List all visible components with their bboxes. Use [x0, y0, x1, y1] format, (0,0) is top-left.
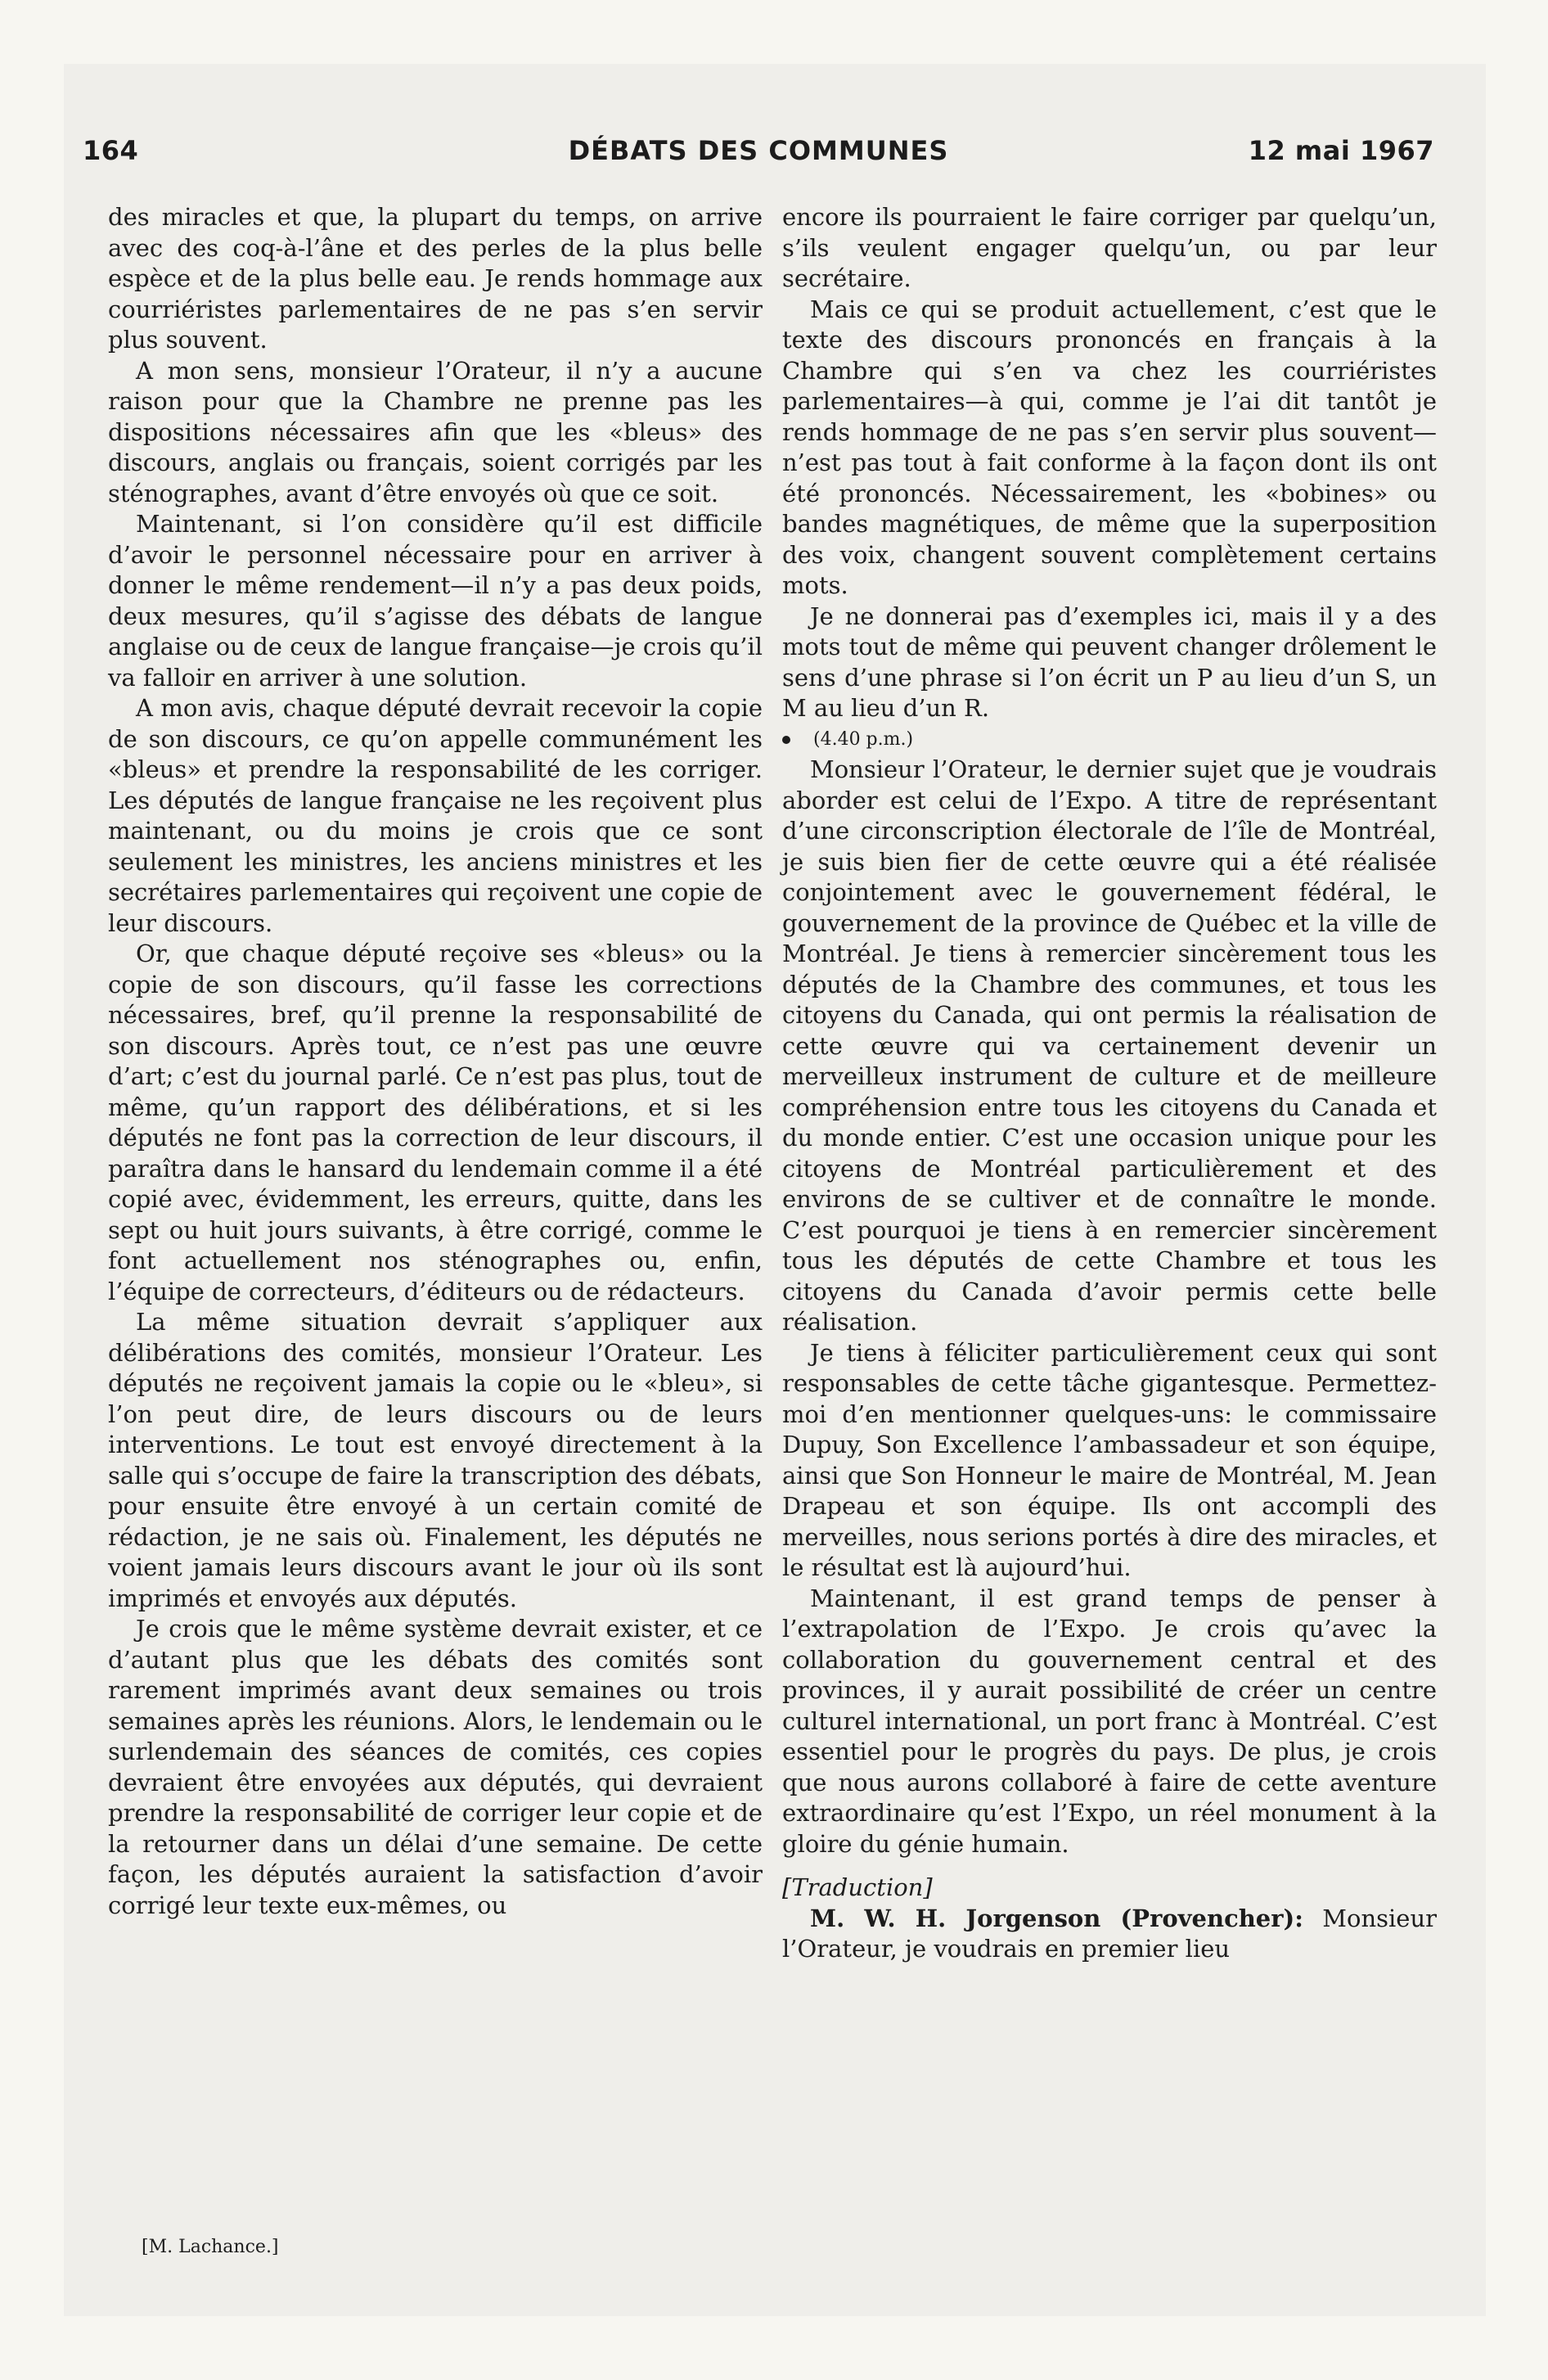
issue-date: 12 mai 1967 — [1248, 135, 1434, 166]
page-header — [83, 135, 1434, 174]
bullet-icon — [782, 736, 790, 744]
left-column — [108, 202, 763, 1921]
paragraph: La même situation devrait s’appliquer aux délibérations des comités, monsieur l’Orateur. Les députés ne reçoivent jamais la copie ou le «bleu», si l’on peut dire, de leurs discours ou de leurs interventions. Le tout est envoyé directement à la salle qui s’occupe de faire la transcription des débats, pour ensuite être envoyé à un certain comité de rédaction, je ne sais où. Finalement, les députés ne voient jamais leurs discours avant le jour où ils sont imprimés et envoyés aux députés. — [108, 1308, 763, 1612]
paragraph: Je tiens à féliciter particulièrement ceux qui sont responsables de cette tâche gigantesque. Permettez-moi d’en mentionner quelques-uns: le commissaire Dupuy, Son Excellence l’ambassadeur et son équipe, ainsi que Son Honneur le maire de Montréal, M. Jean Drapeau et son équipe. Ils ont accompli des merveilles, nous serions portés à dire des miracles, et le résultat est là aujourd’hui. — [782, 1338, 1437, 1581]
time-marker — [782, 724, 1437, 755]
translation-label: [Traduction] — [782, 1873, 933, 1901]
speaker-text: Monsieur l’Orateur, je voudrais en premier lieu — [782, 1904, 1437, 1963]
paragraph: Mais ce qui se produit actuellement, c’est que le texte des discours prononcés en français à la Chambre qui s’en va chez les courriéristes parlementaires—à qui, comme je l’ai dit tantôt je rends hommage de ne pas s’en servir plus souvent—n’est pas tout à fait conforme à la façon dont ils ont été prononcés. Nécessairement, les «bobines» ou bandes magnétiques, de même que la superposition des voix, changent souvent complètement certains mots. — [782, 295, 1437, 599]
paragraph: Monsieur l’Orateur, le dernier sujet que je voudrais aborder est celui de l’Expo. A titre de représentant d’une circonscription électorale de l’île de Montréal, je suis bien fier de cette œuvre qui a été réalisée conjointement avec le gouvernement fédéral, le gouvernement de la province de Québec et la ville de Montréal. Je tiens à remercier sincèrement tous les députés de la Chambre des communes, et tous les citoyens du Canada, qui ont permis la réalisation de cette œuvre qui va certainement devenir un merveilleux instrument de culture et de meilleure compréhension entre tous les citoyens du Canada et du monde entier. C’est une occasion unique pour les citoyens de Montréal particulièrement et des environs de se cultiver et de connaître le monde. C’est pourquoi je tiens à en remercier sincèrement tous les députés de cette Chambre et tous les citoyens du Canada d’avoir permis cette belle réalisation. — [782, 755, 1437, 1336]
paragraph: encore ils pourraient le faire corriger par quelqu’un, s’ils veulent engager quelqu’un, ou par leur secrétaire. — [782, 203, 1437, 292]
publication-title: DÉBATS DES COMMUNES — [568, 135, 949, 166]
page-number: 164 — [83, 135, 139, 166]
paragraph: Je ne donnerai pas d’exemples ici, mais il y a des mots tout de même qui peuvent changer drôlement le sens d’une phrase si l’on écrit un P au lieu d’un S, un M au lieu d’un R. — [782, 602, 1437, 722]
paragraph: des miracles et que, la plupart du temps, on arrive avec des coq-à-l’âne et des perles de la plus belle espèce et de la plus belle eau. Je rends hommage aux courriéristes parlementaires de ne pas s’en servir plus souvent. — [108, 203, 763, 354]
speaker-name: M. W. H. Jorgenson (Provencher): — [810, 1904, 1303, 1932]
paragraph: A mon avis, chaque député devrait recevoir la copie de son discours, ce qu’on appelle communément les «bleus» et prendre la responsabilité de les corriger. Les députés de langue française ne les reçoivent plus maintenant, ou du moins je crois que ce sont seulement les ministres, les anciens ministres et les secrétaires parlementaires qui reçoivent une copie de leur discours. — [108, 694, 763, 937]
right-column — [782, 202, 1437, 1965]
paragraph: Maintenant, il est grand temps de penser à l’extrapolation de l’Expo. Je crois qu’avec la collaboration du gouvernement central et des provinces, il y aurait possibilité de créer un centre culturel international, un port franc à Montréal. C’est essentiel pour le progrès du pays. De plus, je crois que nous aurons collaboré à faire de cette aventure extraordinaire qu’est l’Expo, un réel monument à la gloire du génie humain. — [782, 1584, 1437, 1858]
paragraph: Maintenant, si l’on considère qu’il est difficile d’avoir le personnel nécessaire pour en arriver à donner le même rendement—il n’y a pas deux poids, deux mesures, qu’il s’agisse des débats de langue anglaise ou de ceux de langue française—je crois qu’il va falloir en arriver à une solution. — [108, 510, 763, 692]
speaker-paragraph — [782, 1904, 1437, 1965]
paragraph: A mon sens, monsieur l’Orateur, il n’y a aucune raison pour que la Chambre ne prenne pas les dispositions nécessaires afin que les «bleus» des discours, anglais ou français, soient corrigés par les sténographes, avant d’être envoyés où que ce soit. — [108, 356, 763, 507]
paragraph: Je crois que le même système devrait exister, et ce d’autant plus que les débats des comités sont rarement imprimés avant deux semaines ou trois semaines après les réunions. Alors, le lendemain ou le surlendemain des séances de comités, ces copies devraient être envoyées aux députés, qui devraient prendre la responsabilité de corriger leur copie et de la retourner dans un délai d’une semaine. De cette façon, les députés auraient la satisfaction d’avoir corrigé leur texte eux-mêmes, ou — [108, 1615, 763, 1919]
paragraph: Or, que chaque député reçoive ses «bleus» ou la copie de son discours, qu’il fasse les corrections nécessaires, bref, qu’il prenne la responsabilité de son discours. Après tout, ce n’est pas une œuvre d’art; c’est du journal parlé. Ce n’est pas plus, tout de même, qu’un rapport des délibérations, et si les députés ne font pas la correction de leur discours, il paraîtra dans le hansard du lendemain comme il a été copié avec, évidemment, les erreurs, quitte, dans les sept ou huit jours suivants, à être corrigé, comme le font actuellement nos sténographes ou, enfin, l’équipe de correcteurs, d’éditeurs ou de rédacteurs. — [108, 940, 763, 1305]
time-marker-text: (4.40 p.m.) — [813, 728, 914, 750]
speaker-footer: [M. Lachance.] — [142, 2237, 279, 2257]
